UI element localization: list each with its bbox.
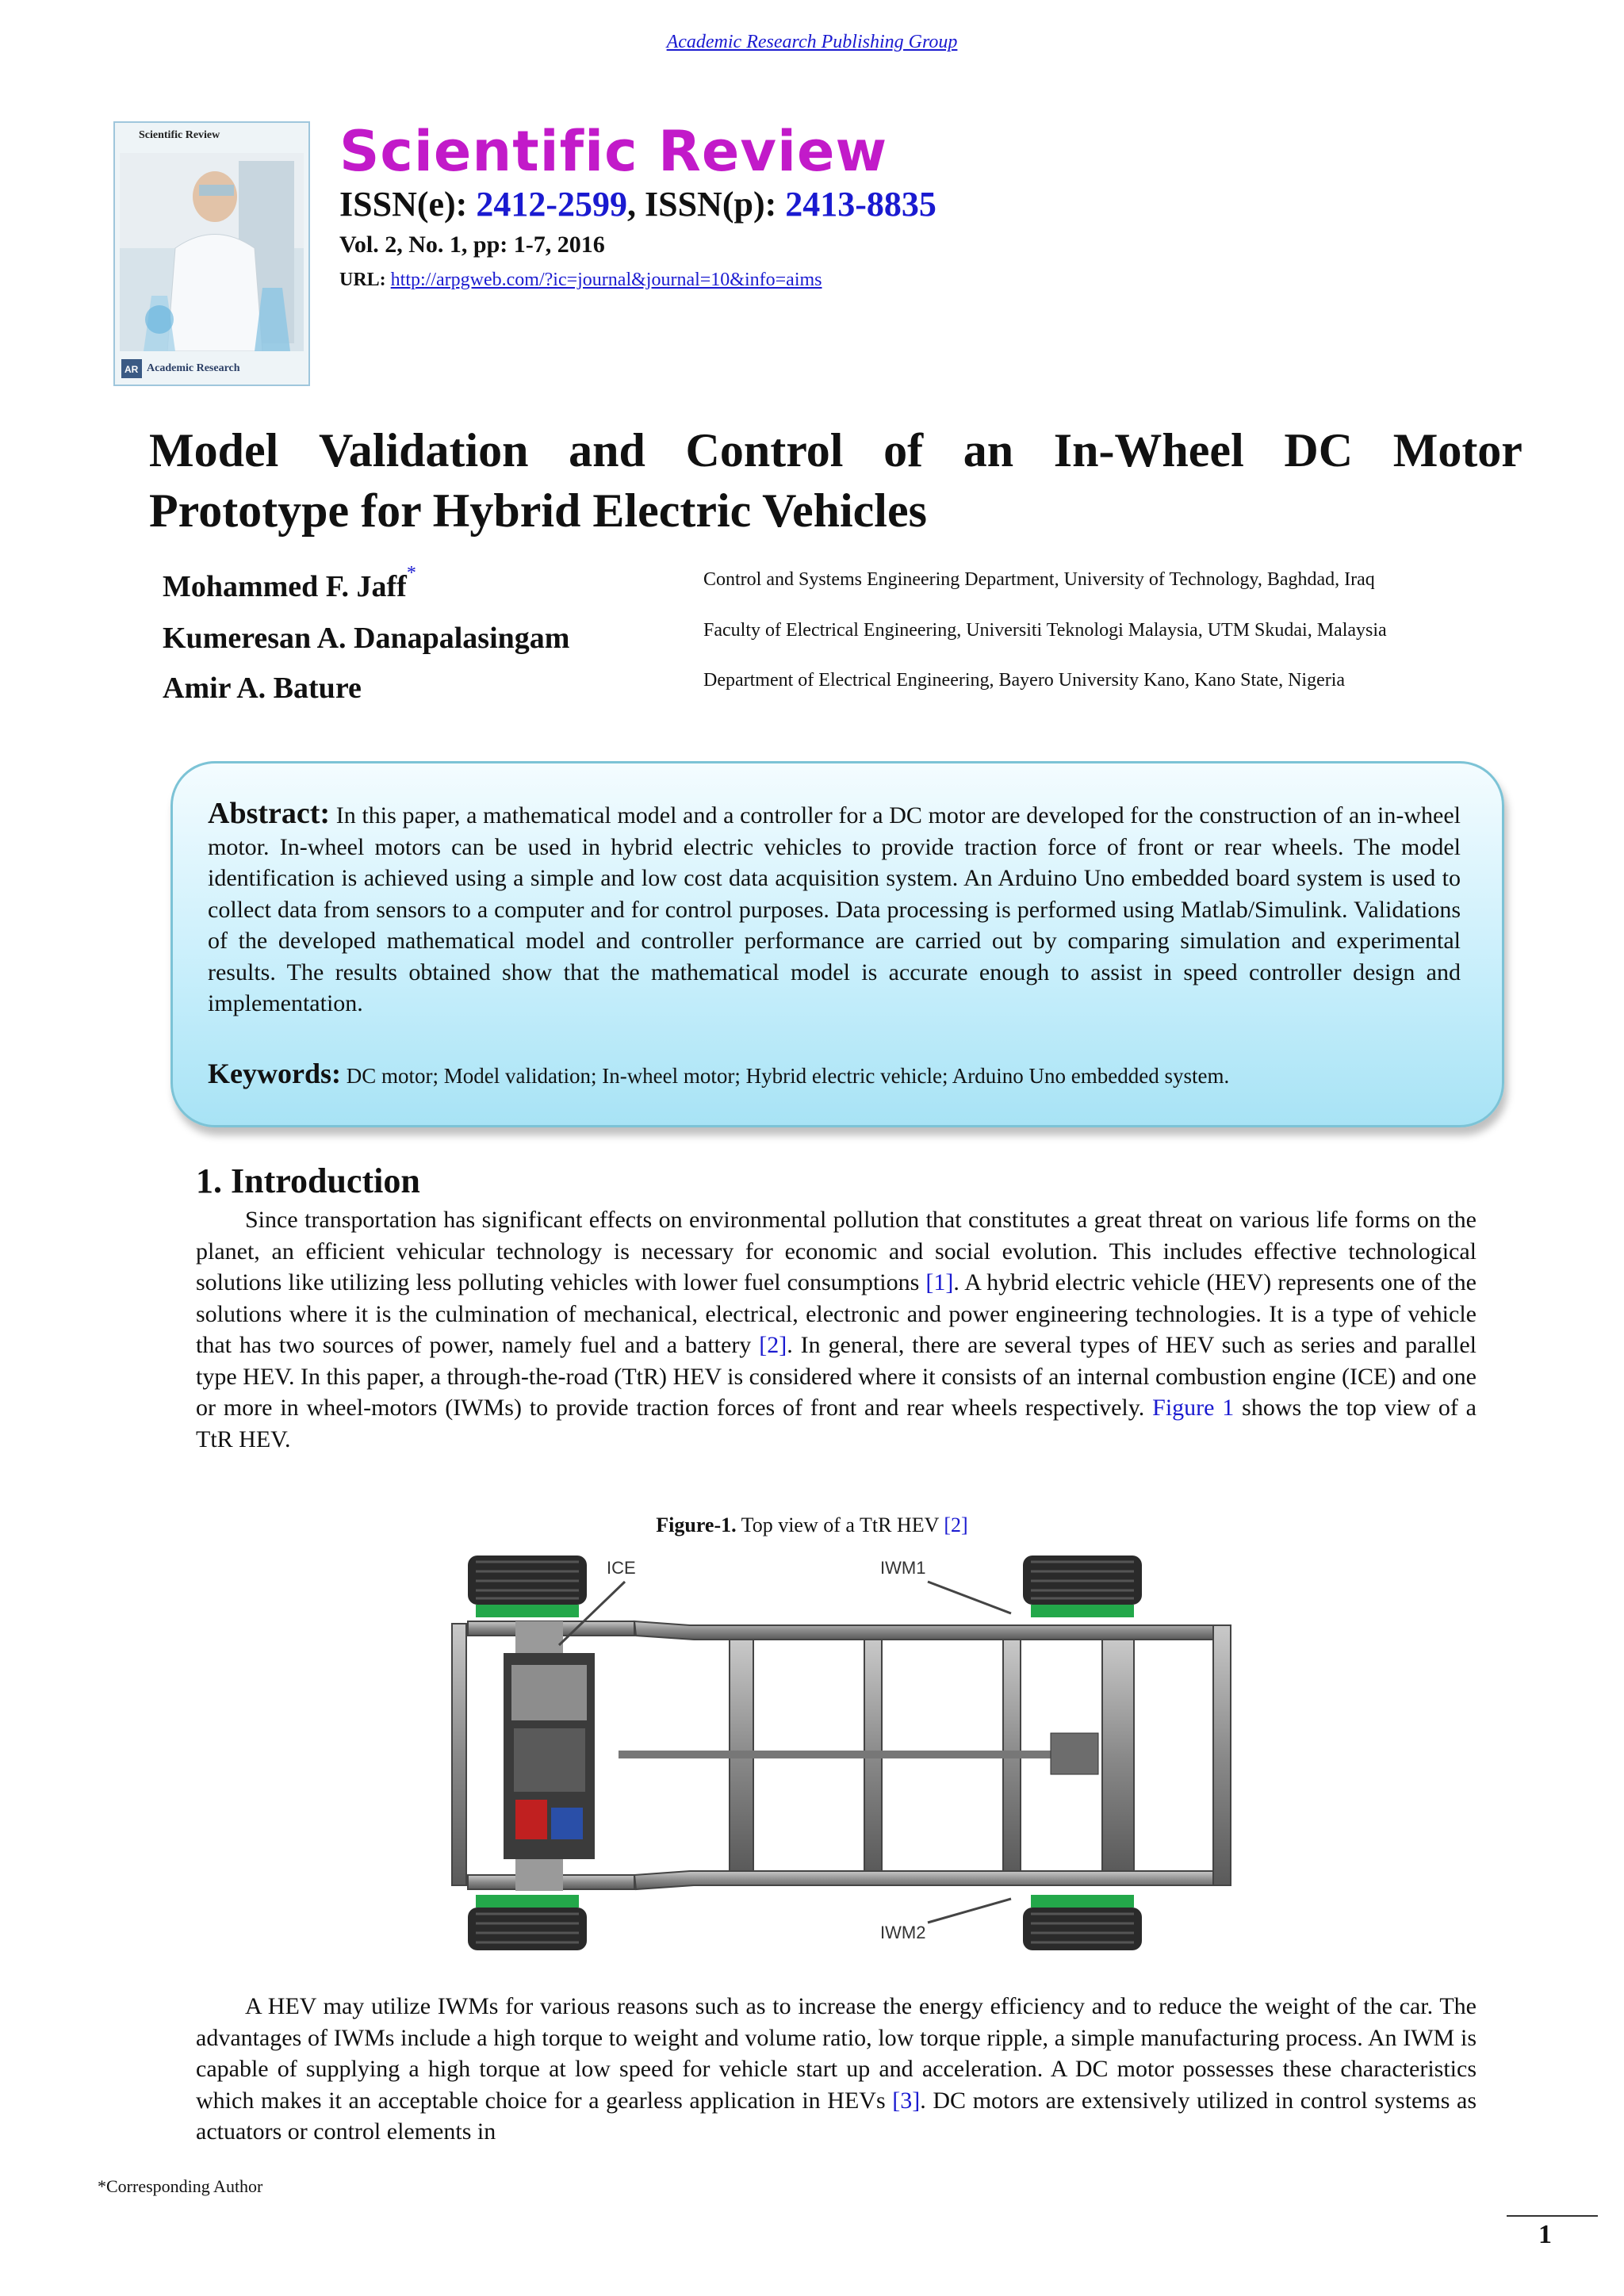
issn-e-label: ISSN(e): [339, 185, 477, 224]
figure-label: Figure-1. [656, 1513, 737, 1536]
title-word: In-Wheel [1053, 424, 1244, 476]
url-label: URL: [339, 270, 391, 290]
journal-name: Scientific Review [339, 119, 888, 184]
differential [1051, 1733, 1098, 1774]
affiliation-1: Control and Systems Engineering Department, University of Technology, Baghdad, Iraq [703, 569, 1375, 590]
figure-caption-text: Top view of a TtR HEV [736, 1513, 944, 1536]
keywords-line [208, 1057, 1461, 1090]
title-line-1 [149, 420, 1522, 480]
volume-info: Vol. 2, No. 1, pp: 1-7, 2016 [339, 232, 605, 258]
author-2: Kumeresan A. Danapalasingam [163, 622, 570, 655]
engine-block [504, 1653, 595, 1859]
issn-line [339, 184, 936, 224]
title-word: DC [1284, 424, 1354, 476]
corresponding-mark[interactable]: * [406, 563, 416, 584]
author-name: Mohammed F. Jaff [163, 570, 407, 603]
title-word: Model [149, 424, 279, 476]
citation-link[interactable]: [2] [944, 1513, 968, 1536]
cover-lab-image [120, 153, 304, 351]
intro-paragraph-2: A HEV may utilize IWMs for various reasons such as to increase the energy efficiency and to reduce the weight of the car. The advantages of IWMs include a high torque to weight and volume ratio, low torque ripple, a simple manufacturing process. An IWM is capable of supplying a high torque at low speed for vehicle start up and acceleration. A DC motor possesses these characteristics which makes it an acceptable choice for a gearless application in HEVs [3]. DC motors are extensively utilized in control systems as actuators or control elements in [196, 1993, 1477, 2145]
axle-mount [515, 1621, 563, 1653]
label-ice: ICE [607, 1558, 636, 1578]
iwm1-arrow [928, 1582, 1011, 1613]
abstract-body: In this paper, a mathematical model and a controller for a DC motor are developed for the construction of an in-wheel motor. In-wheel motors can be used in hybrid electric vehicles to provide traction force of front or rear wheels. The model identification is achieved using a simple and low cost data acquisition system. An Arduino Uno embedded board system is used to collect data from sensors to a computer and for control purposes. Data processing is performed using Matlab/Simulink. Validations of the developed mathematical model and controller performance are carried out by comparing simulation and experimental results. The results obtained show that the mathematical model is accurate enough to assist in speed controller design and implementation. [208, 802, 1461, 1016]
issn-separator: , [626, 185, 645, 224]
section-heading-introduction: 1. Introduction [196, 1161, 420, 1200]
tire-rear-top [1023, 1556, 1142, 1617]
page-number: 1 [1538, 2220, 1552, 2249]
iwm2-arrow [928, 1899, 1011, 1923]
journal-url-link[interactable]: http://arpgweb.com/?ic=journal&journal=10&info=aims [390, 270, 822, 290]
title-word: of [883, 424, 924, 476]
title-word: Motor [1392, 424, 1522, 476]
issn-p-value: 2413-8835 [785, 185, 936, 224]
cover-title: Scientific Review [139, 129, 220, 141]
title-word: Validation [318, 424, 529, 476]
abstract-heading: Abstract: [208, 797, 331, 830]
svg-text:Academic Research: Academic Research [147, 362, 240, 374]
title-word: an [963, 424, 1014, 476]
tire-rear-bottom [1023, 1895, 1142, 1950]
article-title [149, 420, 1522, 541]
affiliation-2: Faculty of Electrical Engineering, Universiti Teknologi Malaysia, UTM Skudai, Malaysia [703, 620, 1387, 641]
affiliation-3: Department of Electrical Engineering, Bayero University Kano, Kano State, Nigeria [703, 670, 1346, 691]
citation-link[interactable]: [3] [892, 2087, 921, 2114]
keywords-heading: Keywords: [208, 1058, 341, 1089]
svg-text:AR: AR [124, 364, 139, 375]
axle-mount [515, 1859, 563, 1891]
issn-p-label: ISSN(p): [644, 185, 786, 224]
publisher-link[interactable]: Academic Research Publishing Group [666, 32, 958, 52]
citation-link[interactable]: [2] [759, 1332, 787, 1358]
label-iwm2: IWM2 [880, 1923, 926, 1942]
title-word: Control [685, 424, 844, 476]
figure-reference-link[interactable]: Figure 1 [1152, 1395, 1235, 1421]
abstract-text [208, 798, 1461, 1020]
url-line [339, 270, 822, 291]
label-iwm1: IWM1 [880, 1558, 926, 1578]
figure-caption [0, 1513, 1624, 1537]
cover-publisher-logo [121, 358, 302, 380]
title-word: and [569, 424, 645, 476]
tire-front-bottom [468, 1895, 587, 1950]
figure-1-chassis-diagram [420, 1546, 1269, 1950]
tire-front-top [468, 1556, 587, 1617]
title-line-2: Prototype for Hybrid Electric Vehicles [149, 484, 927, 537]
journal-cover [113, 121, 310, 386]
author-1 [163, 563, 416, 604]
issn-e-value: 2412-2599 [476, 185, 627, 224]
page-number-rule [1507, 2215, 1598, 2217]
intro-paragraph-1: Since transportation has significant effects on environmental pollution that constitutes a great threat on various life forms on the planet, an efficient vehicular technology is necessary for economic and social evolution. This includes effective technological solutions like utilizing less polluting vehicles with lower fuel consumptions [1]. A hybrid electric vehicle (HEV) represents one of the solutions where it is the culmination of mechanical, electrical, electronic and power engineering technologies. It is a type of vehicle that has two sources of power, namely fuel and a battery [2]. In general, there are several types of HEV such as series and parallel type HEV. In this paper, a through-the-road (TtR) HEV is considered where it consists of an internal combustion engine (ICE) and one or more in wheel-motors (IWMs) to provide traction forces of front and rear wheels respectively. Figure 1 shows the top view of a TtR HEV. [196, 1207, 1477, 1452]
drive-shaft [619, 1751, 1063, 1758]
keywords-list: DC motor; Model validation; In-wheel motor; Hybrid electric vehicle; Arduino Uno embedded system. [340, 1064, 1230, 1088]
author-3: Amir A. Bature [163, 672, 362, 705]
citation-link[interactable]: [1] [925, 1269, 954, 1295]
footnote-corresponding-author: *Corresponding Author [98, 2176, 263, 2196]
